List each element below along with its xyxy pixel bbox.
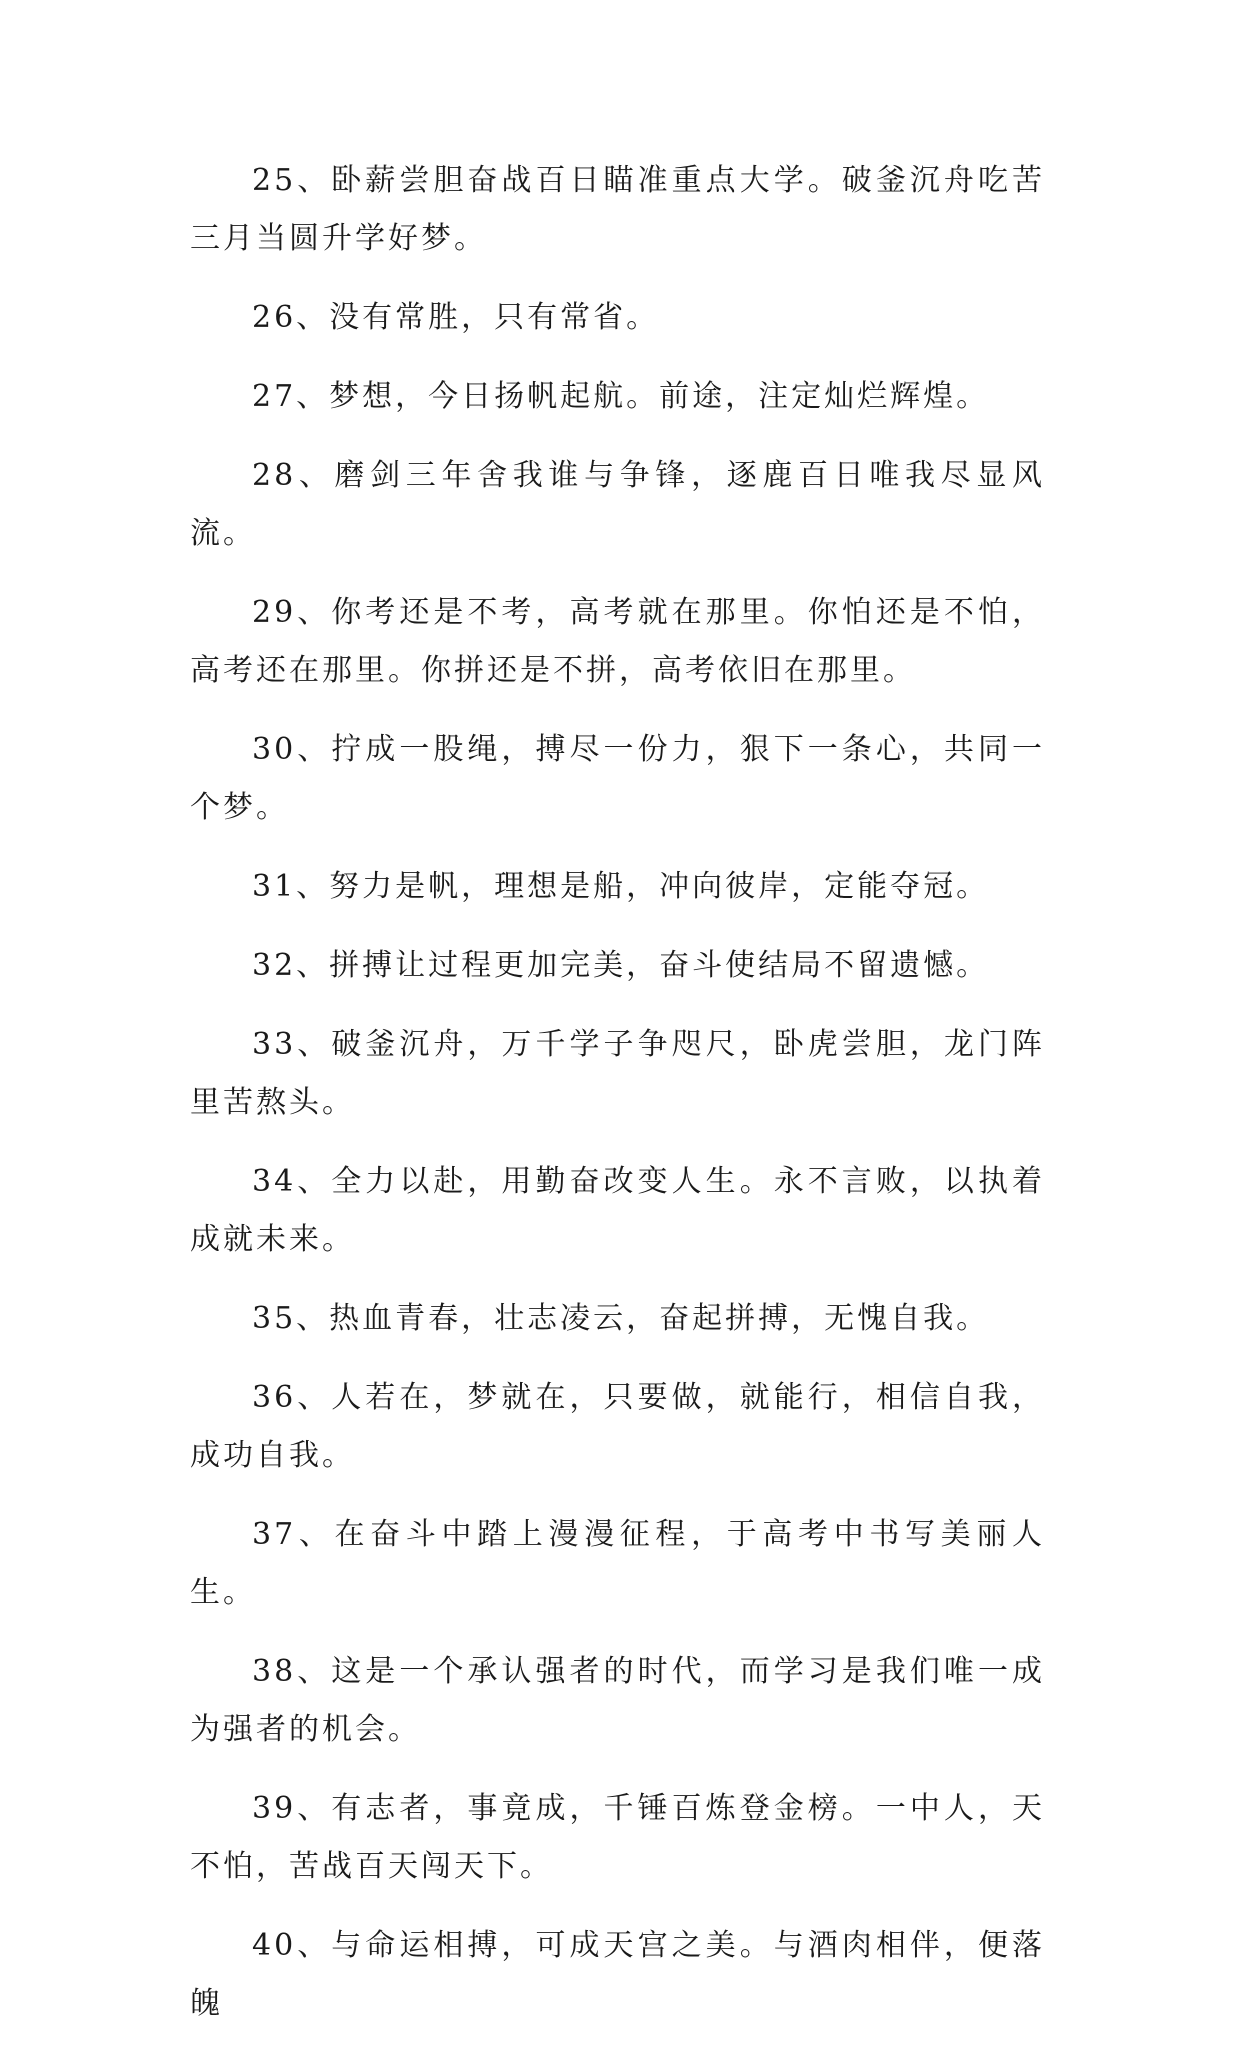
paragraph-27: 27、梦想，今日扬帆起航。前途，注定灿烂辉煌。 [252,379,990,414]
paragraph-29: 29、你考还是不考，高考就在那里。你怕还是不怕，高考还在那里。你拼还是不拼，高考依旧在那里。 [190,595,1045,688]
paragraph-38: 38、这是一个承认强者的时代，而学习是我们唯一成为强者的机会。 [190,1654,1045,1747]
paragraph-25: 25、卧薪尝胆奋战百日瞄准重点大学。破釜沉舟吃苦三月当圆升学好梦。 [190,163,1045,256]
paragraph-31: 31、努力是帆，理想是船，冲向彼岸，定能夺冠。 [252,869,990,904]
paragraph-32: 32、拼搏让过程更加完美，奋斗使结局不留遗憾。 [252,948,990,983]
paragraph-35: 35、热血青春，壮志凌云，奋起拼搏，无愧自我。 [252,1301,990,1336]
paragraph-39: 39、有志者，事竟成，千锤百炼登金榜。一中人，天不怕，苦战百天闯天下。 [190,1791,1045,1884]
paragraph-28: 28、磨剑三年舍我谁与争锋，逐鹿百日唯我尽显风流。 [190,458,1045,551]
paragraph-26: 26、没有常胜，只有常省。 [252,300,660,335]
paragraph-34: 34、全力以赴，用勤奋改变人生。永不言败，以执着成就未来。 [190,1164,1045,1257]
paragraph-30: 30、拧成一股绳，搏尽一份力，狠下一条心，共同一个梦。 [190,732,1045,825]
paragraph-33: 33、破釜沉舟，万千学子争咫尺，卧虎尝胆，龙门阵里苦熬头。 [190,1027,1045,1120]
document-body [190,152,1045,2054]
paragraph-40: 40、与命运相搏，可成天宫之美。与酒肉相伴，便落魄 [190,1928,1045,2021]
paragraph-37: 37、在奋斗中踏上漫漫征程，于高考中书写美丽人生。 [190,1517,1045,1610]
paragraph-36: 36、人若在，梦就在，只要做，就能行，相信自我，成功自我。 [190,1380,1045,1473]
